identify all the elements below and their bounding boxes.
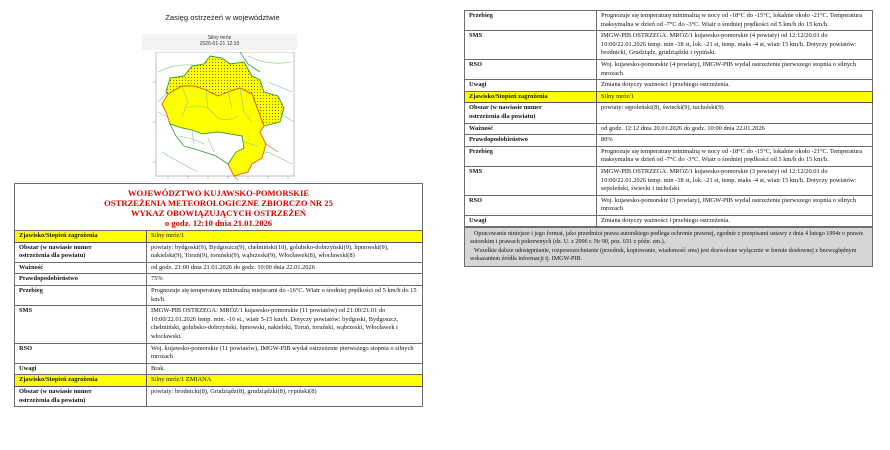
warning-1-rso-row: [15, 343, 423, 363]
warning-map: [148, 52, 296, 180]
warning-3-course: Prognozuje się temperaturę minimalną w nocy od -18°C do -15°C, lokalnie około -21°C. Temperatura maksymalna w dzień od -7°C do -3°C. Wiatr o średniej prędkości od 5 km/h do 15 km/h.: [597, 146, 873, 166]
label-phenomenon: Zjawisko/Stopień zagrożenia: [15, 231, 147, 243]
label-rso: RSO: [15, 343, 147, 363]
warning-3-validity-row: [465, 123, 873, 135]
map-title: Zasięg ostrzeżeń w województwie: [165, 13, 280, 22]
warning-3-phenomenon-row: [465, 91, 873, 103]
warning-3-sms: IMGW-PIB OSTRZEGA: MRÓZ/1 kujawsko-pomorskie (3 powiaty) od 12:12/20.01 do 10:00/22.01.2026 temp. min -18 st, lok. -21 st, temp. maks -4 st, wiatr 15 km/h. Dotyczy powiatów: sepoleński, świecki i tucholski.: [597, 166, 873, 195]
warning-1-area: powiaty: bydgoski(9), Bydgoszcz(9), chełmiński(10), golubsko-dobrzyński(9), lipnowski(9), nakielski(9), Toruń(9), toruński(9), wąbrzeski(9), Włocławek(8), włocławski(8): [147, 242, 423, 262]
label-area-line2: ostrzeżenia dla powiatu): [19, 396, 86, 404]
warning-1-sms: IMGW-PIB OSTRZEGA: MRÓZ/1 kujawsko-pomorskie (11 powiatów) od 21:00/21.01 do 10:00/22.01.2026 temp. min. -16 st., wiatr 5-15 km/h. Dotyczy powiatów: bydgoski, Bydgoszcz, chełmiński, golubsko-dobrzyński, lipnowski, nakielski, Toruń, toruński, wąbrzeski, Włocławek i włocławski.: [147, 306, 423, 343]
warning-3-area-row: [465, 103, 873, 123]
label-sms: SMS: [15, 306, 147, 343]
header-timestamp: o godz. 12:10 dnia 21.01.2026: [164, 218, 273, 228]
warning-3-validity: od godz. 12:12 dnia 20.01.2026 do godz. 10:00 dnia 22.01.2026: [597, 123, 873, 135]
warning-1-rso: Woj. kujawsko-pomorskie (11 powiatów), IMGW-PIB wydał ostrzeżenie pierwszego stopnia o silnych mrozach: [147, 343, 423, 363]
warning-3-probability: 80%: [597, 135, 873, 147]
warning-3-rso: Woj. kujawsko-pomorskie (3 powiaty), IMGW-PIB wydał ostrzeżenie pierwszego stopnia o silnych mrozach: [597, 195, 873, 215]
label-area: [465, 103, 597, 123]
document-header-row: [15, 184, 423, 231]
label-sms: SMS: [465, 166, 597, 195]
label-phenomenon: Zjawisko/Stopień zagrożenia: [465, 91, 597, 103]
map-caption-phenomenon: Silny mróz: [207, 35, 232, 41]
copyright-notice: [464, 227, 873, 267]
label-area-line1: Obszar (w nawiasie numer: [19, 243, 92, 251]
warning-3-remarks: Zmiana dotyczy ważności i przebiegu ostrzeżenia.: [597, 215, 873, 227]
label-course: Przebieg: [465, 146, 597, 166]
warning-1-probability-row: [15, 274, 423, 286]
warning-3-sms-row: [465, 166, 873, 195]
warning-2-sms-row: [465, 31, 873, 60]
copyright-paragraph-2: Wszelkie dalsze udostępnianie, rozpowszechnianie (przedruk, kopiowanie, wiadomość sms) jest dozwolone wyłącznie w formie dosłownej z bezwzględnym wskazaniem źródła informacji tj. IMGW-PIB.: [470, 247, 857, 263]
warning-1-course: Prognozuje się temperaturę minimalną miejscami do -16°C. Wiatr o średniej prędkości od 5 km/h do 15 km/h.: [147, 285, 423, 305]
warning-1-course-row: [15, 285, 423, 305]
warning-2-remarks: Zmiana dotyczy ważności i przebiegu ostrzeżenia.: [597, 80, 873, 92]
warning-3-course-row: [465, 146, 873, 166]
warning-3-phenomenon: Silny mróz/1: [597, 91, 873, 103]
warning-2-phenomenon-row: [15, 375, 423, 387]
map-caption: [142, 34, 297, 50]
warning-1-probability: 75%: [147, 274, 423, 286]
warning-2-remarks-row: [465, 80, 873, 92]
warning-2-area-row: [15, 386, 423, 406]
warning-2-course-row: [465, 11, 873, 31]
warning-2-rso: Woj. kujawsko-pomorskie (4 powiaty), IMGW-PIB wydał ostrzeżenie pierwszego stopnia o silnych mrozach: [597, 59, 873, 79]
warning-3-area: powiaty: sępoleński(8), świecki(9), tucholski(9): [597, 103, 873, 123]
copyright-paragraph-1: Opracowanie niniejsze i jego format, jako przedmiot prawa autorskiego podlega ochronie prawnej, zgodnie z przepisami ustawy z dnia 4 lutego 1994r o prawie autorskim i prawach pokrewnych (dz. U. z 2006 r. Nr 90, poz. 631 z późn. zm.).: [470, 231, 864, 246]
warning-1-area-row: [15, 242, 423, 262]
label-area-line2: ostrzeżenia dla powiatu): [19, 252, 86, 260]
header-list-title: WYKAZ OBOWIĄZUJĄCYCH OSTRZEŻEŃ: [130, 208, 307, 218]
warning-2-course: Prognozuje się temperaturę minimalną w nocy od -18°C do -15°C, lokalnie około -21°C. Temperatura maksymalna w dzień od -7°C do -3°C. Wiatr o średniej prędkości od 5 km/h do 15 km/h.: [597, 11, 873, 31]
document-page-right: [445, 0, 890, 450]
warning-1-phenomenon-row: [15, 231, 423, 243]
warning-2-sms: IMGW-PIB OSTRZEGA: MRÓZ/1 kujawsko-pomorskie (4 powiaty) od 12:12/20.01 do 10:00/22.01.2026 temp. min -18 st, lok. -21 st, temp. maks -4 st, wiatr 15 km/h. Dotyczy powiatów: brodnicki, Grudziądz, grudziądzki i rypiński.: [597, 31, 873, 60]
label-area: [15, 386, 147, 406]
warnings-table-right: [464, 10, 873, 227]
label-sms: SMS: [465, 31, 597, 60]
label-course: Przebieg: [15, 285, 147, 305]
label-probability: Prawdopodobieństwo: [15, 274, 147, 286]
warning-1-sms-row: [15, 306, 423, 343]
warning-1-remarks: Brak.: [147, 363, 423, 375]
warning-3-rso-row: [465, 195, 873, 215]
label-remarks: Uwagi: [465, 215, 597, 227]
label-remarks: Uwagi: [15, 363, 147, 375]
header-voivodeship: WOJEWÓDZTWO KUJAWSKO-POMORSKIE: [127, 188, 310, 198]
warning-1-validity-row: [15, 262, 423, 274]
label-validity: Ważność: [15, 262, 147, 274]
warning-3-remarks-row: [465, 215, 873, 227]
warning-1-validity: od godz. 21:00 dnia 21.01.2026 do godz. 10:00 dnia 22.01.2026: [147, 262, 423, 274]
label-rso: RSO: [465, 59, 597, 79]
label-area-line2: ostrzeżenia dla powiatu): [469, 112, 536, 120]
label-area-line1: Obszar (w nawiasie numer: [469, 104, 542, 112]
label-validity: Ważność: [465, 123, 597, 135]
warning-2-rso-row: [465, 59, 873, 79]
label-phenomenon: Zjawisko/Stopień zagrożenia: [15, 375, 147, 387]
warning-2-area: powiaty: brodnicki(8), Grudziądz(8), grudziądzki(8), rypiński(8): [147, 386, 423, 406]
warning-3-probability-row: [465, 135, 873, 147]
warnings-table-left: [14, 183, 423, 407]
label-probability: Prawdopodobieństwo: [465, 135, 597, 147]
label-remarks: Uwagi: [465, 80, 597, 92]
warning-1-phenomenon: Silny mróz/1: [147, 231, 423, 243]
label-area-line1: Obszar (w nawiasie numer: [19, 387, 92, 395]
map-caption-timestamp: 2026-01-21 12:10: [199, 40, 240, 47]
label-area: [15, 242, 147, 262]
warning-1-remarks-row: [15, 363, 423, 375]
label-course: Przebieg: [465, 11, 597, 31]
document-header: [15, 184, 423, 231]
label-rso: RSO: [465, 195, 597, 215]
header-bulletin-number: OSTRZEŻENIA METEOROLOGICZNE ZBIORCZO NR 25: [104, 198, 333, 208]
warning-2-phenomenon: Silny mróz/1 ZMIANA: [147, 375, 423, 387]
